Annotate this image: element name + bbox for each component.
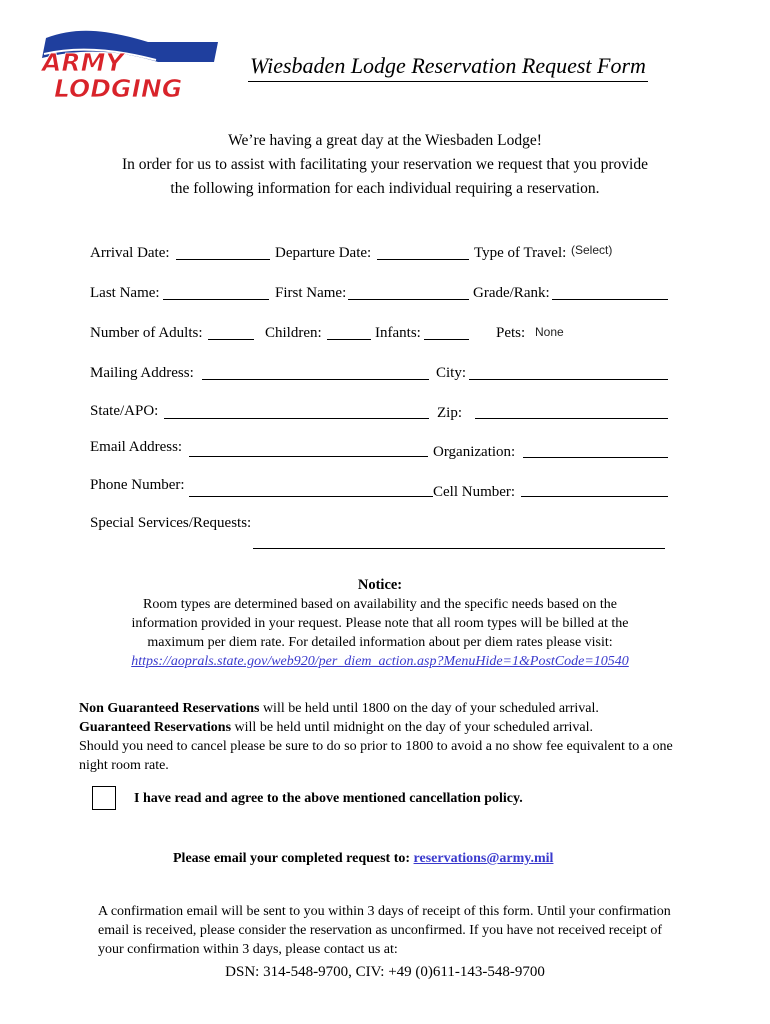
notice-block [80, 576, 680, 671]
contact-phones: DSN: 314-548-9700, CIV: +49 (0)611-143-548-9700 [225, 964, 545, 980]
per-diem-link[interactable]: https://aoprals.state.gov/web920/per_diem_action.asp?MenuHide=1&PostCode=10540 [131, 654, 629, 669]
intro-text [60, 129, 710, 201]
email-address-field[interactable] [189, 456, 428, 457]
grade-rank-label: Grade/Rank: [473, 285, 550, 301]
email-prompt: Please email your completed request to: [173, 851, 411, 866]
first-name-label: First Name: [275, 285, 347, 301]
phone-number-field[interactable] [189, 496, 433, 497]
first-name-field[interactable] [348, 299, 469, 300]
logo-text-army: ARMY [42, 48, 124, 77]
guaranteed-text: will be held until midnight on the day of your scheduled arrival. [231, 720, 594, 735]
cancel-text: Should you need to cancel please be sure to do so prior to 1800 to avoid a no show fee equivalent to a one night room rate. [79, 739, 673, 773]
zip-label: Zip: [437, 405, 462, 421]
non-guaranteed-label: Non Guaranteed Reservations [79, 701, 260, 716]
phone-number-label: Phone Number: [90, 477, 185, 493]
grade-rank-field[interactable] [552, 299, 668, 300]
army-lodging-logo [38, 28, 220, 100]
notice-line-3: maximum per diem rate. For detailed information about per diem rates please visit: [147, 635, 613, 650]
city-label: City: [436, 365, 467, 381]
email-instructions [173, 851, 553, 867]
cell-number-field[interactable] [521, 496, 668, 497]
type-of-travel-select[interactable]: (Select) [571, 243, 613, 257]
form-title: Wiesbaden Lodge Reservation Request Form [248, 53, 648, 82]
adults-label: Number of Adults: [90, 325, 203, 341]
last-name-field[interactable] [163, 299, 269, 300]
mailing-address-field[interactable] [202, 379, 429, 380]
arrival-date-label: Arrival Date: [90, 245, 170, 261]
notice-line-2: information provided in your request. Please note that all room types will be billed at the [131, 616, 629, 631]
departure-date-label: Departure Date: [275, 245, 372, 261]
cancellation-policy [79, 699, 699, 775]
adults-field[interactable] [208, 339, 254, 340]
notice-heading: Notice: [357, 577, 403, 593]
intro-line-2: In order for us to assist with facilitating your reservation we request that you provide [121, 156, 648, 173]
non-guaranteed-text: will be held until 1800 on the day of your scheduled arrival. [259, 701, 599, 716]
children-label: Children: [265, 325, 322, 341]
pets-select[interactable]: None [535, 325, 564, 339]
organization-field[interactable] [523, 457, 668, 458]
email-address-label: Email Address: [90, 439, 183, 455]
children-field[interactable] [327, 339, 371, 340]
confirmation-text: A confirmation email will be sent to you within 3 days of receipt of this form. Until your confirmation email is received, please consider the reservation as unconfirmed. If you have not received receipt of your confirmation within 3 days, please contact us at: [98, 904, 671, 957]
guaranteed-label: Guaranteed Reservations [79, 720, 232, 735]
departure-date-field[interactable] [377, 259, 469, 260]
state-apo-label: State/APO: [90, 403, 159, 419]
notice-line-1: Room types are determined based on availability and the specific needs based on the [143, 597, 617, 612]
intro-line-1: We’re having a great day at the Wiesbaden Lodge! [228, 132, 542, 149]
agree-label: I have read and agree to the above mentioned cancellation policy. [134, 791, 523, 806]
arrival-date-field[interactable] [176, 259, 270, 260]
reservations-email-link[interactable]: reservations@army.mil [413, 851, 554, 866]
zip-field[interactable] [475, 418, 668, 419]
type-of-travel-label: Type of Travel: [474, 245, 567, 261]
infants-field[interactable] [424, 339, 469, 340]
organization-label: Organization: [433, 444, 516, 460]
agree-checkbox[interactable] [92, 786, 116, 810]
special-services-label: Special Services/Requests: [90, 515, 252, 531]
city-field[interactable] [469, 379, 668, 380]
cell-number-label: Cell Number: [433, 484, 516, 500]
logo-text-lodging: LODGING [54, 74, 183, 100]
state-apo-field[interactable] [164, 418, 429, 419]
special-services-field[interactable] [253, 548, 665, 549]
mailing-address-label: Mailing Address: [90, 365, 194, 381]
last-name-label: Last Name: [90, 285, 160, 301]
infants-label: Infants: [375, 325, 421, 341]
intro-line-3: the following information for each individual requiring a reservation. [170, 180, 600, 197]
pets-label: Pets: [496, 325, 526, 341]
